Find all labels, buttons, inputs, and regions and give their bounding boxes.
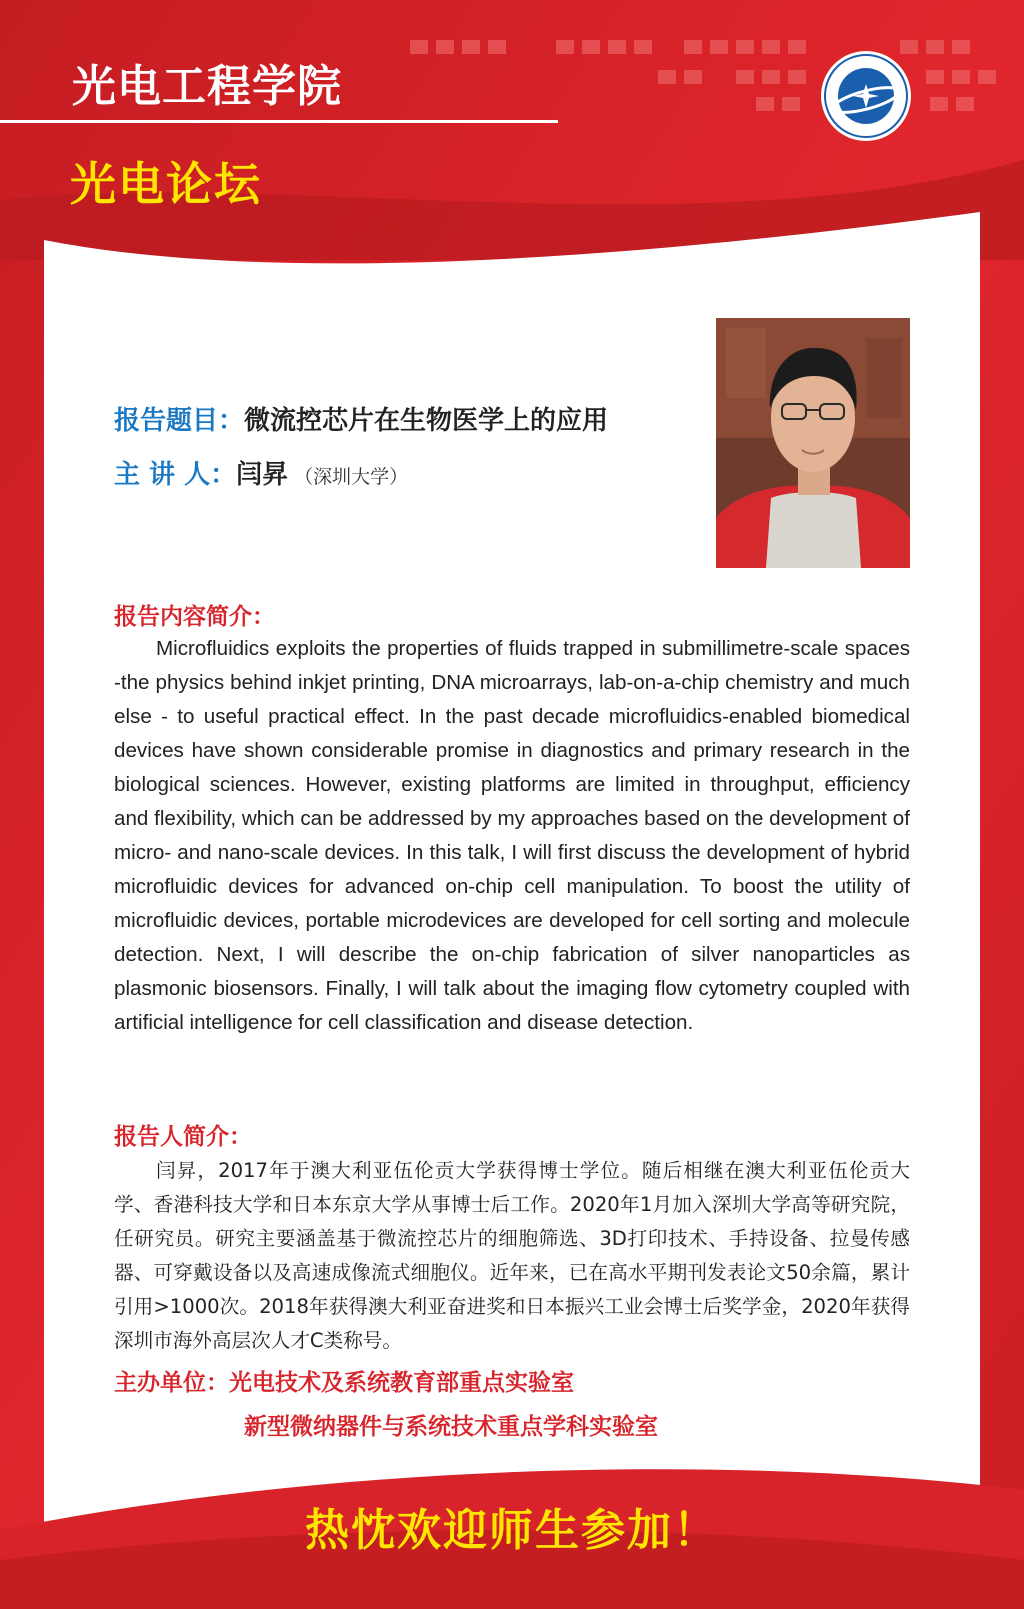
title-divider <box>0 120 558 123</box>
forum-title: 光电论坛 <box>70 157 262 211</box>
abstract-heading: 报告内容简介： <box>114 604 275 630</box>
host-row-1 <box>114 1364 574 1397</box>
speaker-row <box>114 454 408 491</box>
bio-heading: 报告人简介： <box>114 1124 252 1150</box>
speaker-photo <box>716 318 910 568</box>
host-label: 主办单位： <box>114 1370 229 1396</box>
college-title: 光电工程学院 <box>72 61 342 112</box>
speaker-name: 闫昇 <box>236 460 289 490</box>
speaker-affiliation: （深圳大学） <box>294 466 409 488</box>
talk-title-value: 微流控芯片在生物医学上的应用 <box>244 406 609 436</box>
bio-text: 闫昇，2017年于澳大利亚伍伦贡大学获得博士学位。随后相继在澳大利亚伍伦贡大学、香港科技大学和日本东京大学从事博士后工作。2020年1月加入深圳大学高等研究院，任研究员。研究主要涵盖基于微流控芯片的细胞筛选、3D打印技术、手持设备、拉曼传感器、可穿戴设备以及高速成像流式细胞仪。近年来，已在高水平期刊发表论文50余篇，累计引用>1000次。2018年获得澳大利亚奋进奖和日本振兴工业会博士后奖学金，2020年获得深圳市海外高层次人才C类称号。 <box>114 1159 910 1352</box>
host-line-1: 光电技术及系统教育部重点实验室 <box>229 1370 574 1396</box>
talk-title-row <box>114 400 608 437</box>
abstract-text: Microfluidics exploits the properties of fluids trapped in submillimetre-scale spaces -the physics behind inkjet printing, DNA microarrays, lab-on-a-chip chemistry and much else - to useful practical effect. In the past decade microfluidics-enabled biomedical devices have shown considerable promise in diagnostics and primary research in the biological sciences. However, existing platforms are limited in throughput, efficiency and flexibility, which can be addressed by my approaches based on the development of micro- and nano-scale devices. In this talk, I will first discuss the development of hybrid microfluidic devices for advanced on-chip cell manipulation. To boost the utility of microfluidic devices, portable microdevices are developed for cell sorting and molecule detection. Next, I will describe the on-chip fabrication of silver nanoparticles as plasmonic biosensors. Finally, I will talk about the imaging flow cytometry coupled with artificial intelligence for cell classification and disease detection. <box>114 637 910 1034</box>
college-logo-icon <box>820 50 912 142</box>
speaker-label: 主 讲 人： <box>114 460 237 490</box>
host-line-2: 新型微纳器件与系统技术重点学科实验室 <box>244 1414 658 1440</box>
talk-title-label: 报告题目： <box>114 406 245 436</box>
welcome-banner: 热忱欢迎师生参加！ <box>305 1505 719 1556</box>
